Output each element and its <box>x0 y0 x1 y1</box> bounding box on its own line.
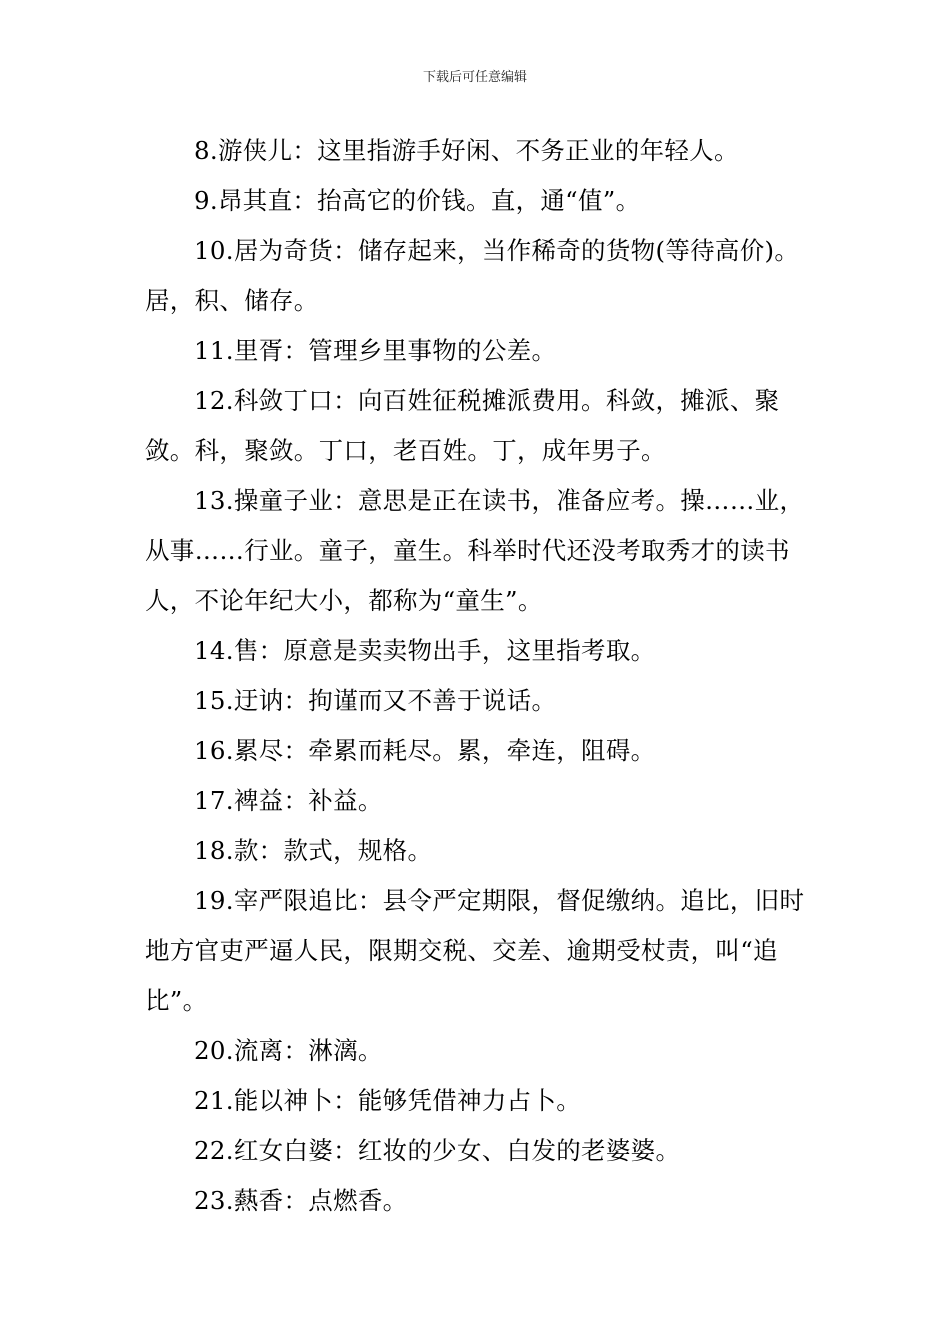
annotation-11: 11.里胥：管理乡里事物的公差。 <box>194 336 557 365</box>
annotation-16: 16.累尽：牵累而耗尽。累，牵连，阻碍。 <box>194 736 656 765</box>
page-header: 下载后可任意编辑 <box>422 70 527 85</box>
annotation-12: 12.科敛丁口：向百姓征税摊派费用。科敛，摊派、聚敛。科，聚敛。丁口，老百姓。丁，成年男子。 <box>145 386 780 465</box>
annotation-13: 13.操童子业：意思是正在读书，准备应考。操……业，从事……行业。童子，童生。科举时代还没考取秀才的读书人，不论年纪大小，都称为“童生”。 <box>145 486 805 615</box>
annotation-20: 20.流离：淋漓。 <box>194 1036 383 1065</box>
annotation-18: 18.款：款式，规格。 <box>194 836 433 865</box>
annotation-22: 22.红女白婆：红妆的少女、白发的老婆婆。 <box>194 1136 681 1165</box>
annotation-17: 17.裨益：补益。 <box>194 786 383 815</box>
annotation-21: 21.能以神卜：能够凭借神力占卜。 <box>194 1086 582 1115</box>
annotation-19: 19.宰严限追比：县令严定期限，督促缴纳。追比，旧时地方官吏严逼人民，限期交税、交差、逾期受杖责，叫“追比”。 <box>145 886 805 1015</box>
annotation-8: 8.游侠儿：这里指游手好闲、不务正业的年轻人。 <box>194 136 739 165</box>
annotation-14: 14.售：原意是卖卖物出手，这里指考取。 <box>194 636 656 665</box>
annotation-10: 10.居为奇货：储存起来，当作稀奇的货物(等待高价)。居，积、储存。 <box>145 236 800 315</box>
annotation-23: 23.爇香：点燃香。 <box>194 1186 408 1215</box>
annotation-9: 9.昂其直：抬高它的价钱。直，通“值”。 <box>194 186 641 215</box>
annotation-list <box>145 126 825 1226</box>
annotation-15: 15.迂讷：拘谨而又不善于说话。 <box>194 686 557 715</box>
